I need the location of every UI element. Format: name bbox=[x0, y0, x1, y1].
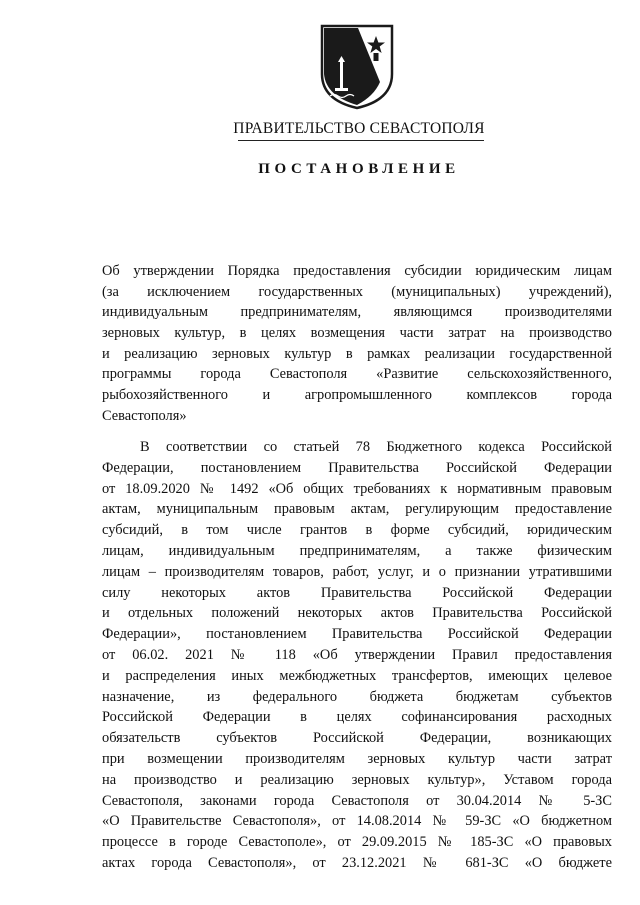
body-line: и отдельных положений некоторых актов Правительства Российской bbox=[102, 605, 612, 622]
body-line: назначение, из федерального бюджета бюджетам субъектов bbox=[102, 688, 612, 705]
body-line: лицам, индивидуальным предпринимателям, а также физическим bbox=[102, 542, 612, 559]
subject-line: зерновых культур, в целях возмещения части затрат на производство bbox=[102, 325, 612, 342]
subject-line: индивидуальным предпринимателям, являющимся производителями bbox=[102, 304, 612, 321]
subject-line: программы города Севастополя «Развитие сельскохозяйственного, bbox=[102, 366, 612, 383]
body-line: «О Правительстве Севастополя», от 14.08.2014 № 59-ЗС «О бюджетном bbox=[102, 813, 612, 830]
body-line: лицам – производителям товаров, работ, услуг, и о признании утратившими bbox=[102, 563, 612, 580]
body-line: Российской Федерации в целях софинансирования расходных bbox=[102, 709, 612, 726]
body-line: от 06.02. 2021 № 118 «Об утверждении Правил предоставления bbox=[102, 646, 612, 663]
body-line: обязательств субъектов Российской Федерации, возникающих bbox=[102, 730, 612, 747]
document-type-heading: ПОСТАНОВЛЕНИЕ bbox=[258, 161, 460, 177]
body-line: В соответствии со статьей 78 Бюджетного кодекса Российской bbox=[140, 439, 612, 455]
subject-line: (за исключением государственных (муниципальных) учреждений), bbox=[102, 283, 612, 300]
body-line: Севастополя, законами города Севастополя от 30.04.2014 № 5-ЗС bbox=[102, 792, 612, 809]
resolution-subject bbox=[102, 261, 612, 427]
body-line: силу некоторых актов Правительства Российской Федерации bbox=[102, 584, 612, 601]
body-line: Федерации», постановлением Правительства Российской Федерации bbox=[102, 626, 612, 643]
subject-line: Об утверждении Порядка предоставления субсидии юридическим лицам bbox=[102, 263, 612, 279]
resolution-preamble bbox=[102, 437, 612, 874]
subject-line: Севастополя» bbox=[102, 407, 187, 424]
body-line: Федерации, постановлением Правительства Российской Федерации bbox=[102, 459, 612, 476]
body-line: на производство и реализацию зерновых культур», Уставом города bbox=[102, 771, 612, 788]
body-line: от 18.09.2020 № 1492 «Об общих требованиях к нормативным правовым bbox=[102, 480, 612, 497]
body-line: при возмещении производителям зерновых культур части затрат bbox=[102, 750, 612, 767]
body-line: процессе в городе Севастополе», от 29.09.2015 № 185-ЗС «О правовых bbox=[102, 834, 612, 851]
body-line: актам, муниципальным правовым актам, регулирующим предоставление bbox=[102, 501, 612, 518]
organization-title: ПРАВИТЕЛЬСТВО СЕВАСТОПОЛЯ bbox=[233, 120, 485, 137]
subject-line: рыбохозяйственного и агропромышленного комплексов города bbox=[102, 387, 612, 404]
sevastopol-coat-of-arms-icon bbox=[318, 22, 396, 110]
title-underline bbox=[238, 140, 484, 141]
subject-line: и реализацию зерновых культур в рамках реализации государственной bbox=[102, 345, 612, 362]
body-line: актах города Севастополя», от 23.12.2021 № 681-ЗС «О бюджете bbox=[102, 854, 612, 871]
body-line: субсидий, в том числе грантов в форме субсидий, юридическим bbox=[102, 522, 612, 539]
body-line: и распределения иных межбюджетных трансфертов, имеющих целевое bbox=[102, 667, 612, 684]
